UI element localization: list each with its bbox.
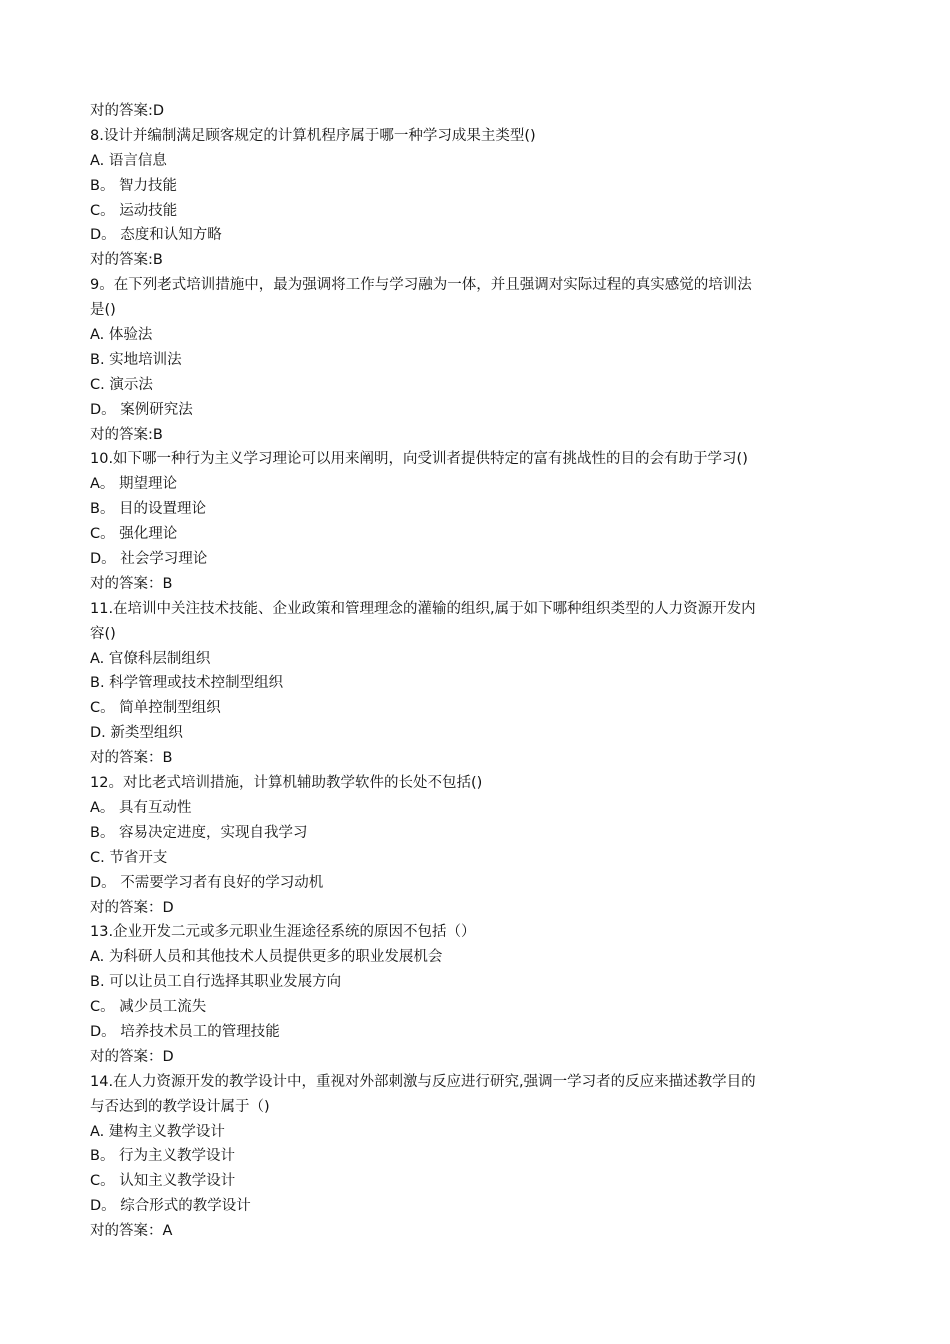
text-line: C. 演示法 [90, 376, 153, 393]
text-line: C。 认知主义教学设计 [90, 1173, 236, 1190]
text-line: D。 不需要学习者有良好的学习动机 [90, 874, 324, 891]
text-line: C。 运动技能 [90, 202, 178, 219]
text-line: B。 容易决定进度，实现自我学习 [90, 824, 308, 841]
text-line: 对的答案:B [90, 426, 163, 443]
text-line: B. 可以让员工自行选择其职业发展方向 [90, 974, 342, 991]
text-line: 对的答案：D [90, 1048, 174, 1065]
text-line: 是() [90, 302, 116, 319]
text-line: 与否达到的教学设计属于（) [90, 1098, 270, 1115]
text-line: 对的答案:B [90, 252, 163, 269]
text-line: 8.设计并编制满足顾客规定的计算机程序属于哪一种学习成果主类型() [90, 127, 536, 144]
text-line: 容() [90, 625, 116, 642]
text-line: A。 具有互动性 [90, 799, 192, 816]
text-line: D。 综合形式的教学设计 [90, 1198, 251, 1215]
text-line: 9。在下列老式培训措施中，最为强调将工作与学习融为一体，并且强调对实际过程的真实感觉的培训法 [90, 277, 752, 294]
text-line: A. 为科研人员和其他技术人员提供更多的职业发展机会 [90, 949, 443, 966]
text-line: 14.在人力资源开发的教学设计中，重视对外部刺激与反应进行研究,强调一学习者的反应来描述教学目的 [90, 1073, 756, 1090]
text-line: 12。对比老式培训措施，计算机辅助教学软件的长处不包括() [90, 775, 483, 792]
text-line: 对的答案：D [90, 899, 174, 916]
text-line: 对的答案：B [90, 750, 173, 767]
text-line: A. 语言信息 [90, 152, 167, 169]
text-line: B. 科学管理或技术控制型组织 [90, 675, 284, 692]
text-line: B。 智力技能 [90, 177, 178, 194]
text-line: C. 节省开支 [90, 849, 168, 866]
text-line: 10.如下哪一种行为主义学习理论可以用来阐明，向受训者提供特定的富有挑战性的目的会有助于学习() [90, 451, 748, 468]
text-line: A. 体验法 [90, 327, 153, 344]
text-line: 对的答案:D [90, 103, 165, 119]
text-line: 对的答案：B [90, 575, 173, 592]
text-line: A. 官僚科层制组织 [90, 650, 211, 667]
text-line: D。 态度和认知方略 [90, 227, 222, 244]
text-line: B。 目的设置理论 [90, 501, 207, 518]
text-line: C。 减少员工流失 [90, 999, 207, 1016]
document-page [90, 99, 870, 1244]
text-line: C。 强化理论 [90, 526, 178, 543]
text-line: 对的答案：A [90, 1223, 173, 1240]
text-line: A。 期望理论 [90, 476, 178, 493]
text-line: B. 实地培训法 [90, 351, 182, 368]
text-line: 13.企业开发二元或多元职业生涯途径系统的原因不包括（） [90, 924, 476, 941]
text-line: D。 案例研究法 [90, 401, 193, 418]
text-line: 11.在培训中关注技术技能、企业政策和管理理念的灌输的组织,属于如下哪种组织类型的人力资源开发内 [90, 600, 756, 617]
text-line: D。 社会学习理论 [90, 551, 208, 568]
text-line: B。 行为主义教学设计 [90, 1148, 236, 1165]
text-line: D. 新类型组织 [90, 725, 183, 742]
text-line: C。 简单控制型组织 [90, 700, 221, 717]
text-line: A. 建构主义教学设计 [90, 1123, 225, 1140]
text-line: D。 培养技术员工的管理技能 [90, 1023, 280, 1040]
